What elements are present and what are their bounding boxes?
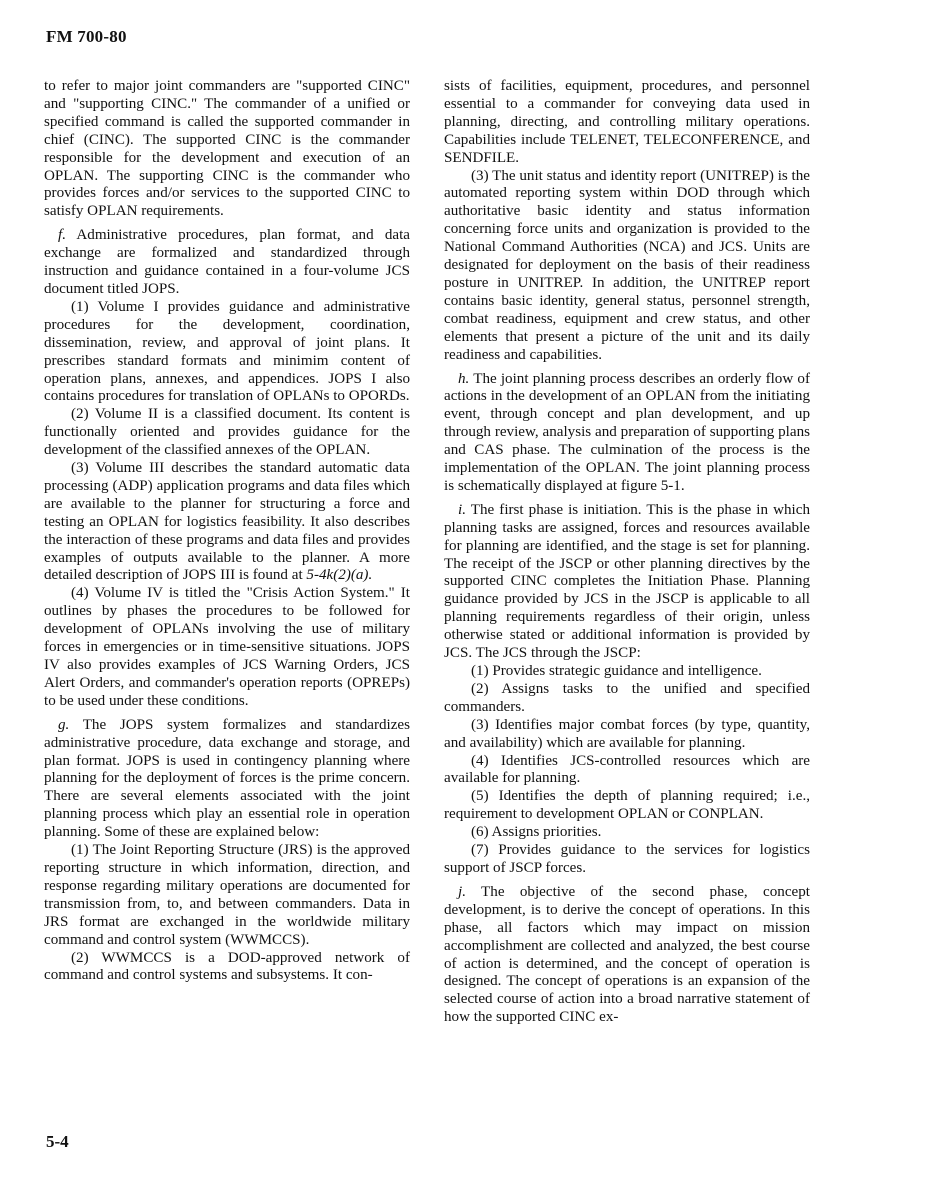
- paragraph-g2: (2) WWMCCS is a DOD-approved network of command and control systems and subsystems. It con-: [44, 949, 410, 984]
- paragraph-g1: (1) The Joint Reporting Structure (JRS) is the approved reporting structure in which information, direction, and response regarding military operations are documented for transmission from, to, and between commanders. Data in JRS format are exchanged in the worldwide military command and control system (WWMCCS).: [44, 842, 410, 948]
- paragraph-i-text: The first phase is initiation. This is the phase in which planning tasks are assigned, forces and resources available for planning are identified, and the stage is set for planning. The receipt of the JSCP or other planning directives by the supported CINC completes the Initiation Phase. Planning guidance provided by JCS in the JSCP is applicable to all planning requirements regardless of their origin, unless otherwise stated or additional information is provided by JCS. The JCS through the JSCP:: [444, 501, 810, 662]
- page-number: 5-4: [46, 1132, 69, 1151]
- paragraph-g3: (3) The unit status and identity report (UNITREP) is the automated reporting system within DOD through which authoritative basic identity and status information concerning force units and organization is provided to the National Command Authorities (NCA) and JCS. Units are designated for deployment on the basis of their readiness posture in UNITREP. In addition, the UNITREP report contains basic identity, general status, personnel strength, combat readiness, equipment and crew status, and other elements that present a picture of the unit and its daily readiness and capabilities.: [444, 167, 810, 363]
- paragraph-continuation: to refer to major joint commanders are "supported CINC" and "supporting CINC." The commander of a unified or specified command is called the supported commander in chief (CINC). The supported CINC is the commander responsible for the development and execution of an OPLAN. The supporting CINC is the commander who provides forces and/or services to the supported CINC to satisfy OPLAN requirements.: [44, 78, 410, 220]
- paragraph-i2: (2) Assigns tasks to the unified and specified commanders.: [444, 680, 810, 715]
- left-text-column: [44, 78, 410, 985]
- paragraph-i7: (7) Provides guidance to the services for logistics support of JSCP forces.: [444, 842, 810, 876]
- paragraph-f4: (4) Volume IV is titled the "Crisis Action System." It outlines by phases the procedures to be followed for development of OPLANs involving the use of military forces in emergencies or in time-sensitive situations. JOPS IV also provides examples of JCS Warning Orders, JCS Alert Orders, and commander's operation reports (OPREPs) to be used under these conditions.: [44, 585, 410, 709]
- paragraph-f-text: Administrative procedures, plan format, and data exchange are formalized and standardized through instruction and guidance contained in a four-volume JCS document titled JOPS.: [44, 227, 410, 297]
- paragraph-f-label: f.: [58, 227, 66, 244]
- paragraph-j: [444, 884, 810, 1027]
- paragraph-i5: (5) Identifies the depth of planning required; i.e., requirement to development OPLAN or CONPLAN.: [444, 788, 810, 823]
- paragraph-g-text: The JOPS system formalizes and standardizes administrative procedure, data exchange and storage, and plan format. JOPS is used in contingency planning where planning for the deployment of forces is the prime concern. There are several elements associated with the joint planning process which play an essential role in operation planning. Some of these are explained below:: [44, 716, 410, 841]
- paragraph-g: [44, 717, 410, 842]
- paragraph-i6: (6) Assigns priorities.: [471, 824, 602, 841]
- paragraph-j-text: The objective of the second phase, concept development, is to derive the concept of operations. In this phase, all factors which may impact on mission accomplishment are collected and analyzed, the best course of action is determined, and the concept of operation is designed. The concept of operations is an expansion of the selected course of action into a broad narrative statement of how the supported CINC ex-: [444, 883, 810, 1026]
- paragraph-f2: (2) Volume II is a classified document. Its content is functionally oriented and provides guidance for the development of the classified annexes of the OPLAN.: [44, 406, 410, 459]
- paragraph-i-label: i.: [458, 501, 466, 518]
- paragraph-h: [444, 371, 810, 496]
- paragraph-f1: (1) Volume I provides guidance and administrative procedures for the development, coordination, dissemination, review, and approval of joint plans. It prescribes standard formats and minimim content of operation plans, annexes, and appendices. JOPS I also contains procedures for translation of OPLANs to OPORDs.: [44, 298, 410, 405]
- paragraph-i: [444, 502, 810, 663]
- paragraph-f3: [44, 460, 410, 585]
- paragraph-f3-reference: 5-4k(2)(a).: [306, 567, 373, 584]
- right-text-column: [444, 78, 810, 1027]
- paragraph-g-label: g.: [58, 716, 70, 733]
- paragraph-h-text: The joint planning process describes an orderly flow of actions in the development of an OPLAN from the initiating event, through concept and plan development, and up through review, analysis and preparation of supporting plans and CAS phase. The culmination of the process is the implementation of the OPLAN. The joint planning process is schematically displayed at figure 5-1.: [444, 370, 810, 494]
- paragraph-f3-text: (3) Volume III describes the standard automatic data processing (ADP) application programs and data files which are available to the planner for structuring a force and testing an OPLAN for logistics feasibility. It also describes the interaction of these programs and data files and provides examples of outputs available to the planner. A more detailed description of JOPS III is found at: [44, 460, 410, 584]
- paragraph-j-label: j.: [458, 883, 466, 900]
- paragraph-i4: (4) Identifies JCS-controlled resources which are available for planning.: [444, 752, 810, 787]
- page-header-manual-id: FM 700-80: [46, 27, 127, 46]
- paragraph-i1: (1) Provides strategic guidance and intelligence.: [471, 663, 762, 679]
- paragraph-f: [44, 227, 410, 299]
- paragraph-continuation-right: sists of facilities, equipment, procedures, and personnel essential to a commander for conveying data used in planning, directing, and controlling military operations. Capabilities include TELENET, TELECONFERENCE, and SENDFILE.: [444, 78, 810, 166]
- paragraph-h-label: h.: [458, 370, 470, 387]
- paragraph-i3: (3) Identifies major combat forces (by type, quantity, and availability) which are available for planning.: [444, 716, 810, 751]
